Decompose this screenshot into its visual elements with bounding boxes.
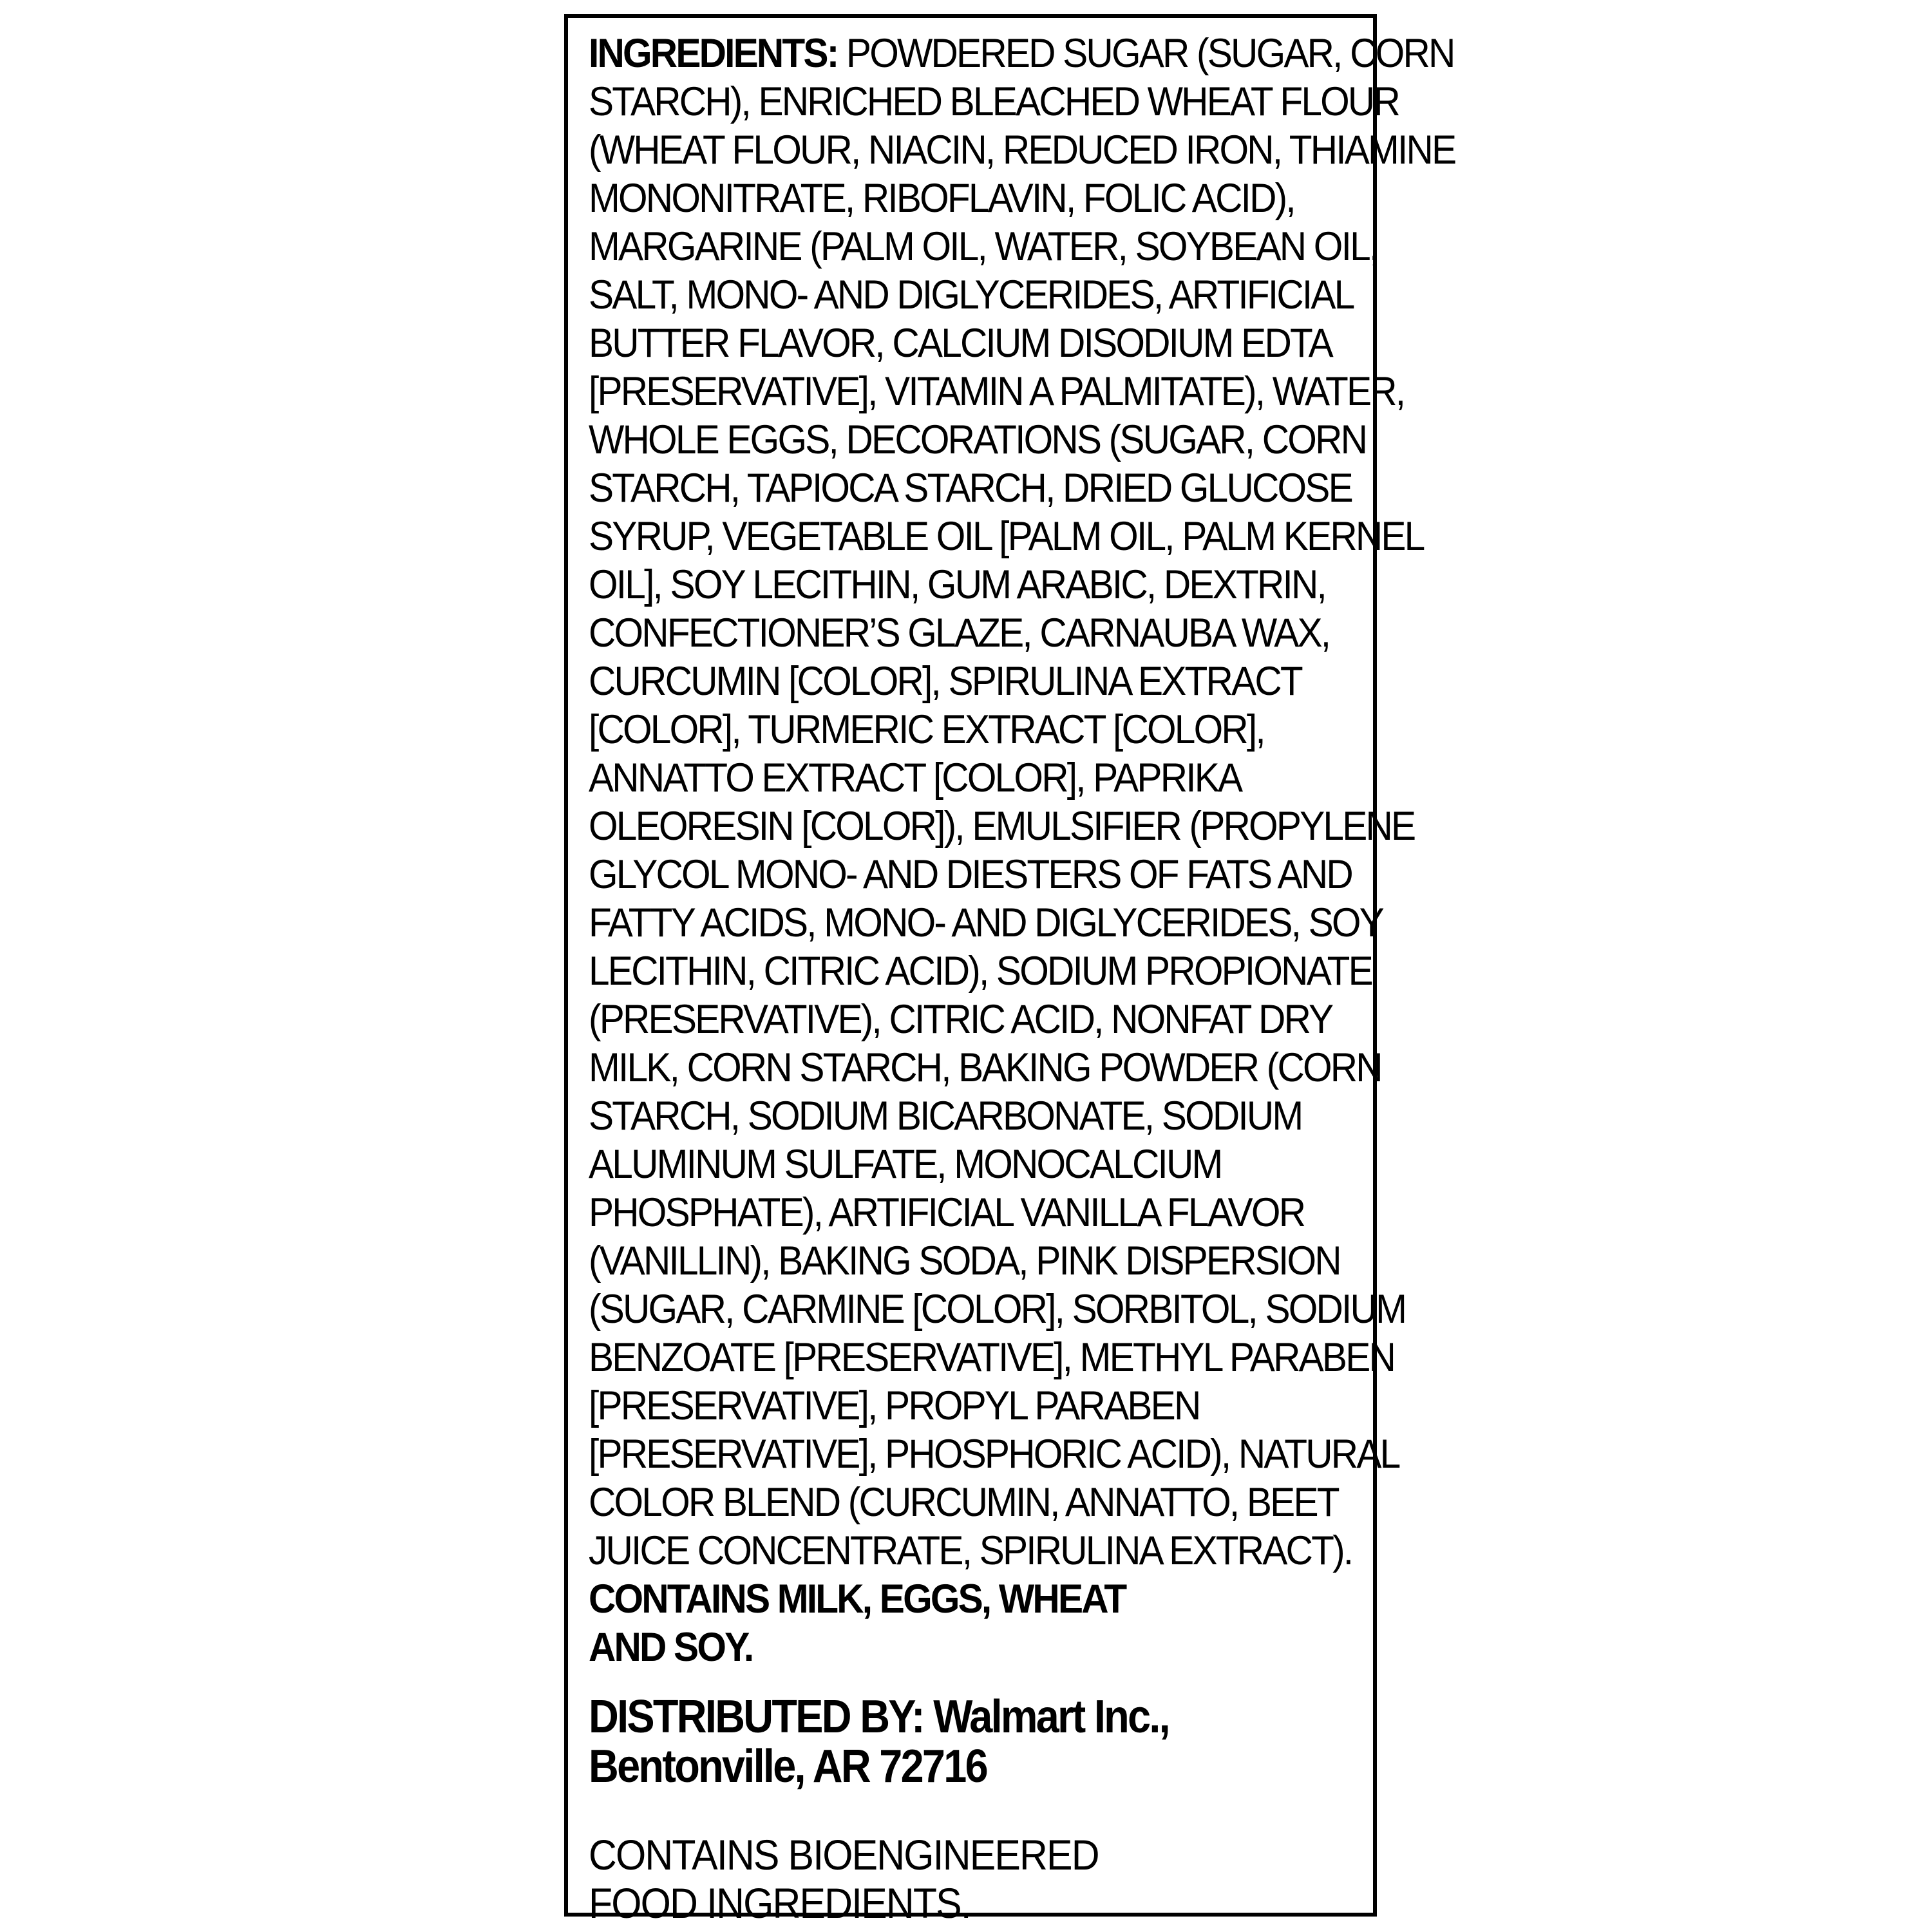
ingredient-label-panel: [564, 14, 1455, 1927]
bioengineered-line: FOOD INGREDIENTS.: [589, 1879, 971, 1927]
ingredients-line: MONONITRATE, RIBOFLAVIN, FOLIC ACID),: [589, 176, 1294, 221]
distributor-statement: [589, 1692, 1290, 1792]
ingredients-line: CONFECTIONER’S GLAZE, CARNAUBA WAX,: [589, 611, 1330, 656]
distributor-address-line: Bentonville, AR 72716: [589, 1741, 987, 1792]
ingredients-line: OIL], SOY LECITHIN, GUM ARABIC, DEXTRIN,: [589, 562, 1326, 607]
ingredients-line: OLEORESIN [COLOR]), EMULSIFIER (PROPYLENE: [589, 804, 1415, 849]
ingredients-line: ANNATTO EXTRACT [COLOR], PAPRIKA: [589, 755, 1242, 800]
ingredients-line: GLYCOL MONO- AND DIESTERS OF FATS AND: [589, 852, 1352, 897]
ingredients-line: MARGARINE (PALM OIL, WATER, SOYBEAN OIL,: [589, 224, 1378, 269]
allergen-statement-line: AND SOY.: [589, 1625, 753, 1670]
bioengineered-disclosure: [589, 1831, 1305, 1927]
ingredients-line: [PRESERVATIVE], VITAMIN A PALMITATE), WATER,: [589, 369, 1405, 414]
ingredients-line: MILK, CORN STARCH, BAKING POWDER (CORN: [589, 1045, 1381, 1090]
ingredients-line: BUTTER FLAVOR, CALCIUM DISODIUM EDTA: [589, 321, 1332, 366]
ingredients-line: JUICE CONCENTRATE, SPIRULINA EXTRACT).: [589, 1528, 1352, 1573]
ingredients-statement: [589, 30, 1455, 1672]
ingredients-line: [COLOR], TURMERIC EXTRACT [COLOR],: [589, 707, 1264, 752]
ingredients-line: STARCH, TAPIOCA STARCH, DRIED GLUCOSE: [589, 466, 1352, 511]
ingredients-line: CURCUMIN [COLOR], SPIRULINA EXTRACT: [589, 659, 1302, 704]
ingredients-line: [PRESERVATIVE], PROPYL PARABEN: [589, 1383, 1200, 1428]
ingredients-line: WHOLE EGGS, DECORATIONS (SUGAR, CORN: [589, 417, 1367, 462]
bioengineered-line: CONTAINS BIOENGINEERED: [589, 1831, 1099, 1879]
distributor-line: DISTRIBUTED BY: Walmart Inc.,: [589, 1691, 1169, 1743]
ingredients-line: ALUMINUM SULFATE, MONOCALCIUM: [589, 1142, 1222, 1187]
ingredients-line: (WHEAT FLOUR, NIACIN, REDUCED IRON, THIAMINE: [589, 128, 1455, 173]
ingredients-first-line-text: POWDERED SUGAR (SUGAR, CORN: [837, 31, 1454, 76]
ingredients-line: SALT, MONO- AND DIGLYCERIDES, ARTIFICIAL: [589, 272, 1354, 317]
ingredients-line: FATTY ACIDS, MONO- AND DIGLYCERIDES, SOY: [589, 900, 1383, 945]
ingredients-line: LECITHIN, CITRIC ACID), SODIUM PROPIONATE: [589, 949, 1372, 994]
ingredients-line: SYRUP, VEGETABLE OIL [PALM OIL, PALM KERNEL: [589, 514, 1424, 559]
ingredients-first-line: [589, 30, 1454, 78]
ingredients-line: (PRESERVATIVE), CITRIC ACID, NONFAT DRY: [589, 997, 1332, 1042]
ingredients-line: (SUGAR, CARMINE [COLOR], SORBITOL, SODIUM: [589, 1287, 1406, 1332]
ingredients-line: COLOR BLEND (CURCUMIN, ANNATTO, BEET: [589, 1480, 1338, 1525]
ingredients-line: BENZOATE [PRESERVATIVE], METHYL PARABEN: [589, 1335, 1395, 1380]
allergen-statement-line: CONTAINS MILK, EGGS, WHEAT: [589, 1577, 1126, 1622]
ingredients-line: STARCH, SODIUM BICARBONATE, SODIUM: [589, 1094, 1302, 1139]
ingredients-heading: INGREDIENTS:: [589, 31, 838, 76]
ingredients-line: [PRESERVATIVE], PHOSPHORIC ACID), NATURAL: [589, 1432, 1399, 1477]
ingredients-line: PHOSPHATE), ARTIFICIAL VANILLA FLAVOR: [589, 1190, 1305, 1235]
ingredients-line: (VANILLIN), BAKING SODA, PINK DISPERSION: [589, 1238, 1340, 1283]
ingredients-line: STARCH), ENRICHED BLEACHED WHEAT FLOUR: [589, 79, 1399, 124]
